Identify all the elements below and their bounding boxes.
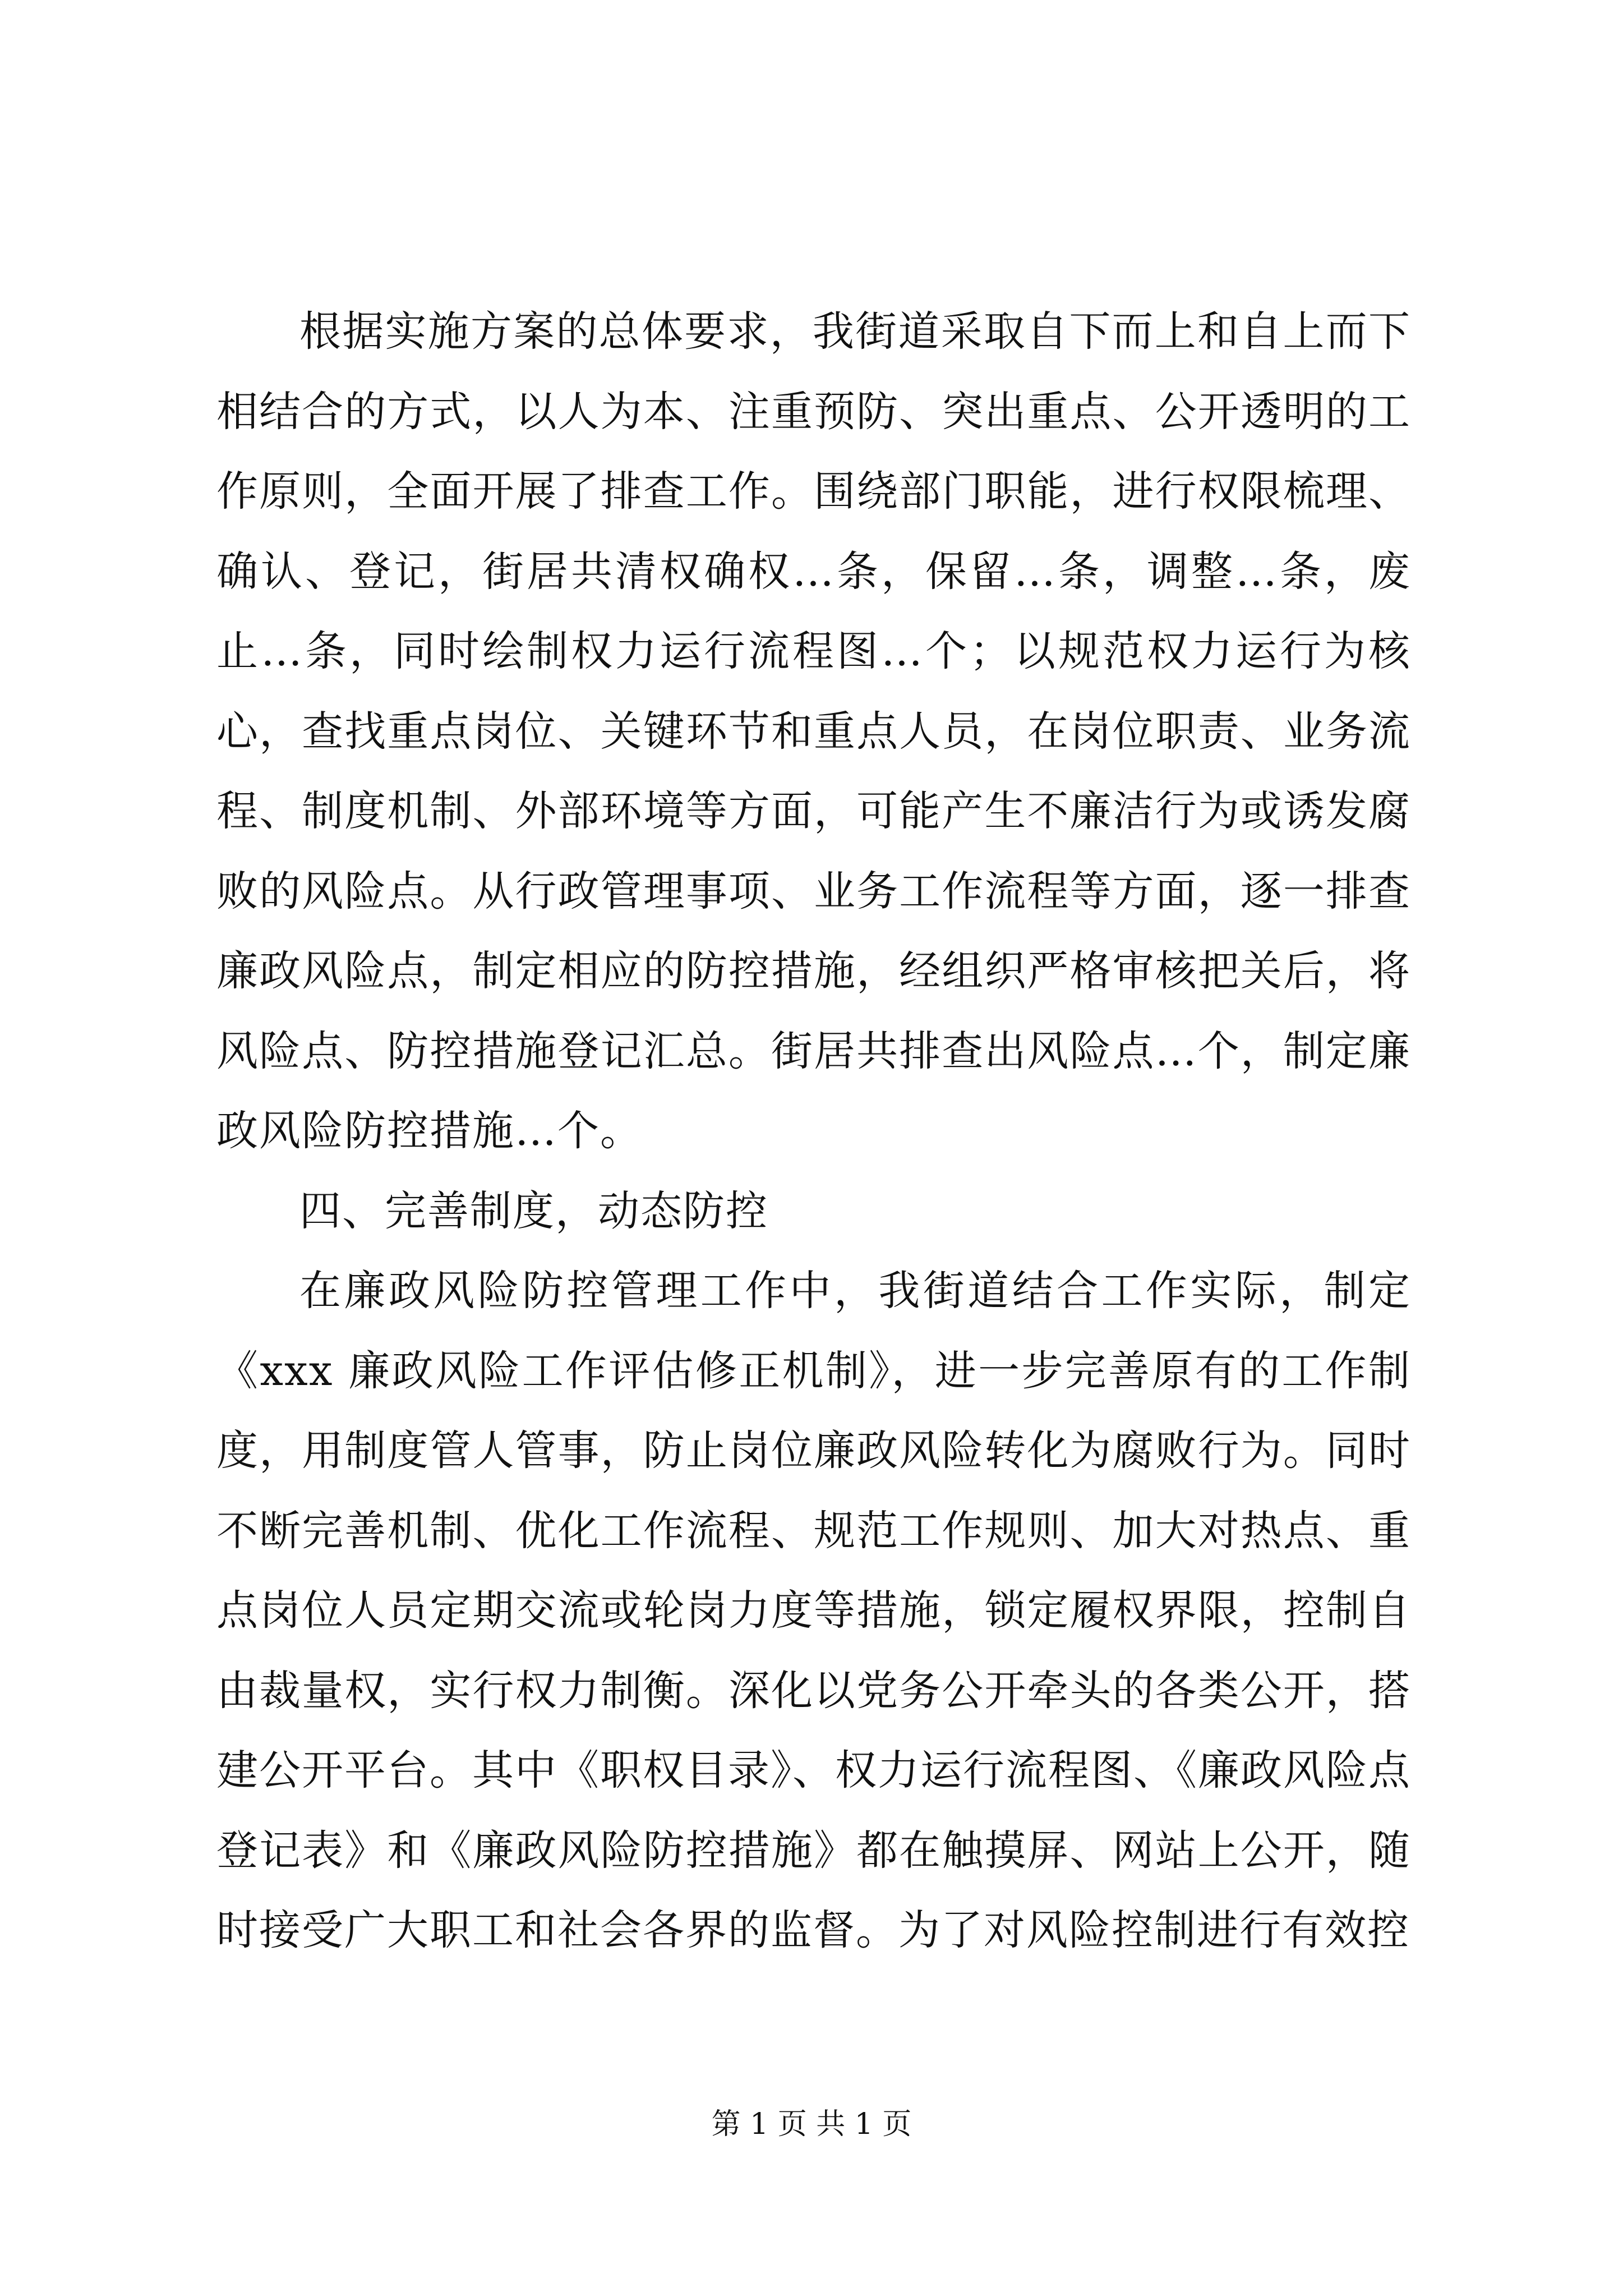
body-paragraph-1: 根据实施方案的总体要求，我街道采取自下而上和自上而下相结合的方式，以人为本、注重预防、突出重点、公开透明的工作原则，全面开展了排查工作。围绕部门职能，进行权限梳理、确认、登记，街居共清权确权…条，保留…条，调整…条，废止…条，同时绘制权力运行流程图…个；以规范权力运行为核心，查找重点岗位、关键环节和重点人员，在岗位职责、业务流程、制度机制、外部环境等方面，可能产生不廉洁行为或诱发腐败的风险点。从行政管理事项、业务工作流程等方面，逐一排查廉政风险点，制定相应的防控措施，经组织严格审核把关后，将风险点、防控措施登记汇总。街居共排查出风险点…个，制定廉政风险防控措施…个。	[216, 307, 1411, 1155]
section-heading: 四、完善制度，动态防控	[299, 1186, 768, 1235]
document-body	[216, 292, 1411, 1971]
body-paragraph-2: 在廉政风险防控管理工作中，我街道结合工作实际，制定《xxx 廉政风险工作评估修正机制》，进一步完善原有的工作制度，用制度管人管事，防止岗位廉政风险转化为腐败行为。同时不断完善机制、优化工作流程、规范工作规则、加大对热点、重点岗位人员定期交流或轮岗力度等措施，锁定履权界限，控制自由裁量权，实行权力制衡。深化以党务公开牵头的各类公开，搭建公开平台。其中《职权目录》、权力运行流程图、《廉政风险点登记表》和《廉政风险防控措施》都在触摸屏、网站上公开，随时接受广大职工和社会各界的监督。为了对风险控制进行有效控	[216, 1267, 1411, 1954]
page-footer: 第 1 页 共 1 页	[711, 2108, 912, 2141]
